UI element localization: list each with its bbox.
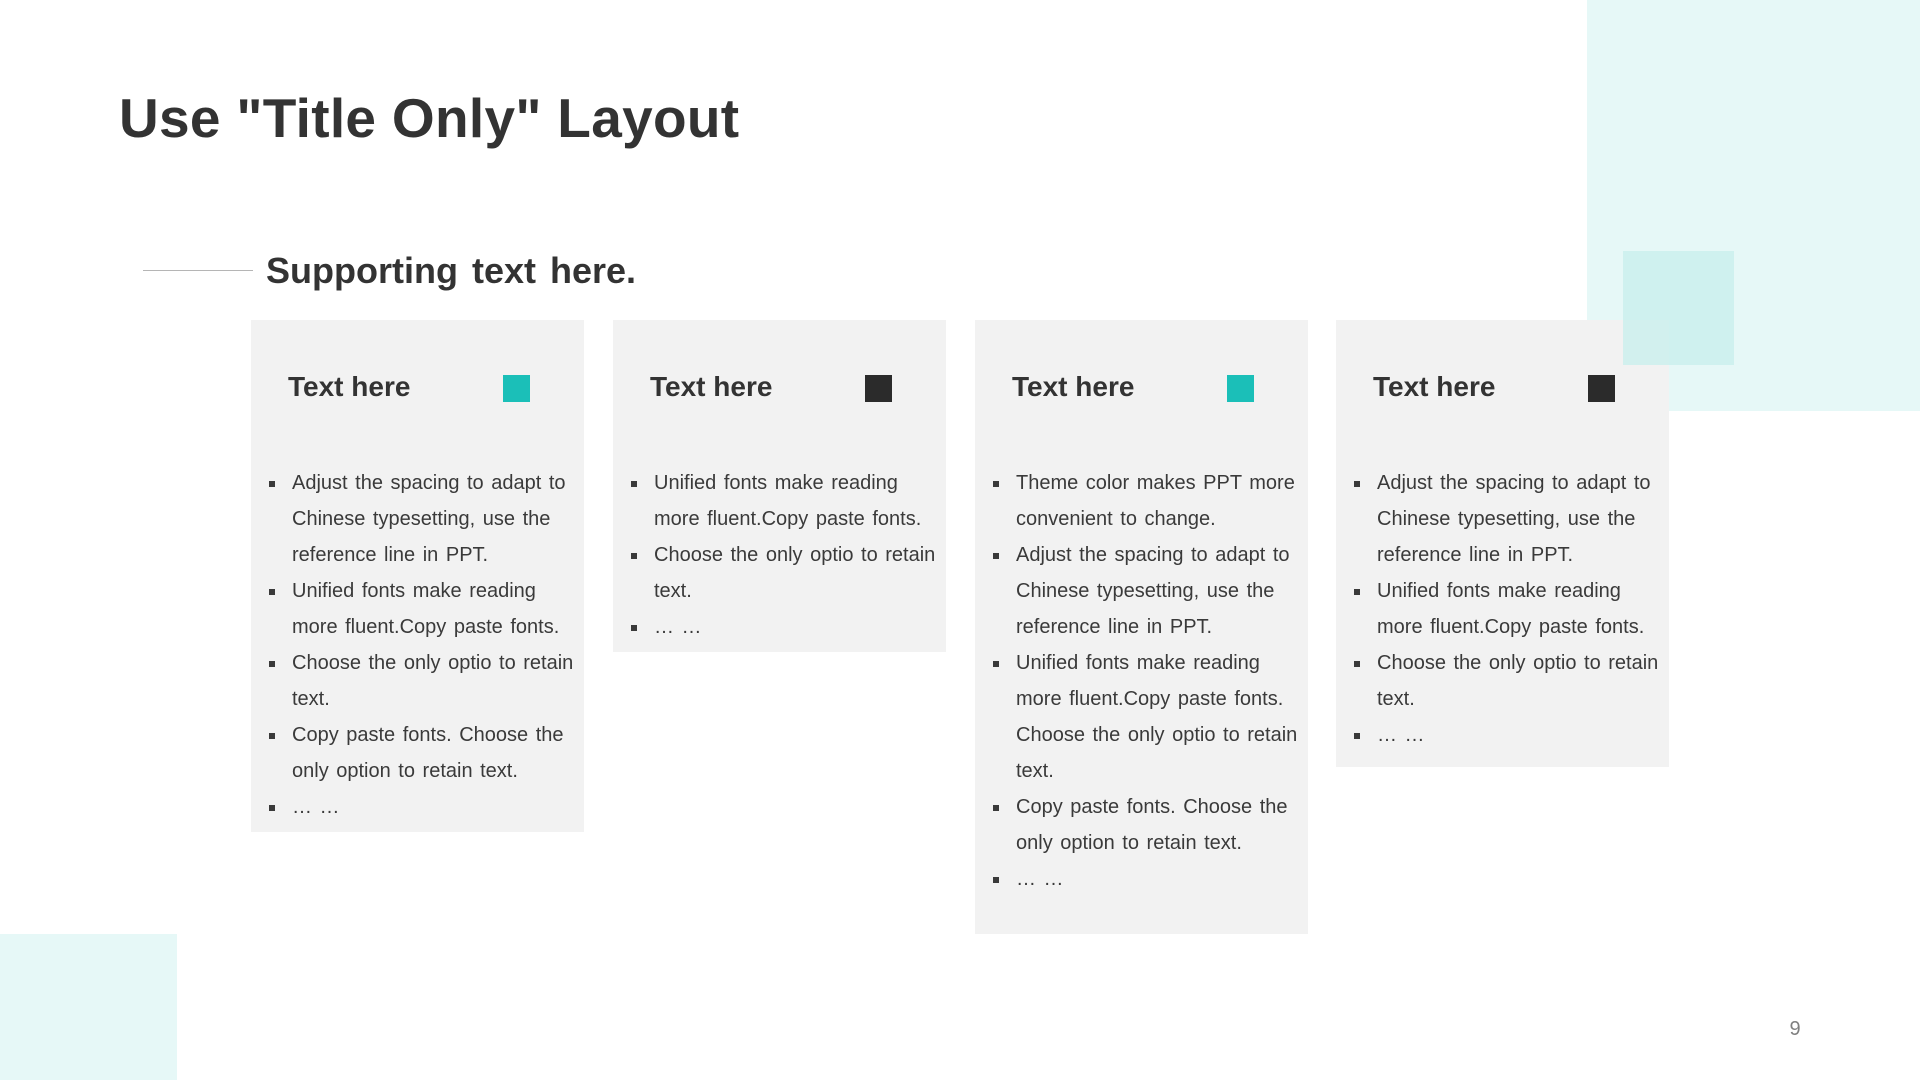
list-item: Choose the only optio to retain text. — [1016, 724, 1298, 782]
text-card-4 — [1336, 320, 1669, 767]
decorative-block-overlay — [1623, 251, 1734, 365]
card-heading: Text here — [650, 371, 773, 402]
text-card-3 — [975, 320, 1308, 934]
card-bullet-list — [1336, 465, 1669, 753]
supporting-text-rule — [143, 270, 253, 271]
list-item: Unified fonts make reading more fluent.Copy paste fonts. — [613, 465, 946, 537]
list-item: Unified fonts make reading more fluent.Copy paste fonts. — [251, 573, 584, 645]
text-card-1 — [251, 320, 584, 832]
list-item: … … — [613, 609, 946, 645]
card-heading: Text here — [1373, 371, 1496, 402]
list-item: … … — [975, 861, 1308, 897]
list-item: Copy paste fonts. Choose the only option to retain text. — [251, 717, 584, 789]
list-item: Adjust the spacing to adapt to Chinese typesetting, use the reference line in PPT. — [1336, 465, 1669, 573]
card-bullet-list — [251, 465, 584, 825]
slide-title: Use "Title Only" Layout — [119, 87, 740, 149]
card-heading: Text here — [288, 371, 411, 402]
text-card-2 — [613, 320, 946, 652]
list-item: … … — [1336, 717, 1669, 753]
card-bullet-list — [613, 465, 946, 645]
decorative-block-bottom-left — [0, 934, 177, 1080]
supporting-text: Supporting text here. — [266, 250, 637, 291]
page-number: 9 — [1789, 1018, 1801, 1040]
list-item: Unified fonts make reading more fluent.Copy paste fonts. — [1336, 573, 1669, 645]
list-item: Choose the only optio to retain text. — [613, 537, 946, 609]
list-item: Adjust the spacing to adapt to Chinese typesetting, use the reference line in PPT. — [975, 537, 1308, 645]
list-item: Theme color makes PPT more convenient to change. — [975, 465, 1308, 537]
card-heading: Text here — [1012, 371, 1135, 402]
card-accent-square — [1588, 375, 1615, 402]
list-item: … … — [251, 789, 584, 825]
list-item: Copy paste fonts. Choose the only option to retain text. — [975, 789, 1308, 861]
list-item: Choose the only optio to retain text. — [1336, 645, 1669, 717]
list-item: Choose the only optio to retain text. — [251, 645, 584, 717]
list-item: Adjust the spacing to adapt to Chinese typesetting, use the reference line in PPT. — [251, 465, 584, 573]
card-accent-square — [865, 375, 892, 402]
card-accent-square — [503, 375, 530, 402]
card-accent-square — [1227, 375, 1254, 402]
card-bullet-list — [975, 465, 1308, 897]
list-item: Unified fonts make reading more fluent.Copy paste fonts. — [975, 645, 1308, 717]
